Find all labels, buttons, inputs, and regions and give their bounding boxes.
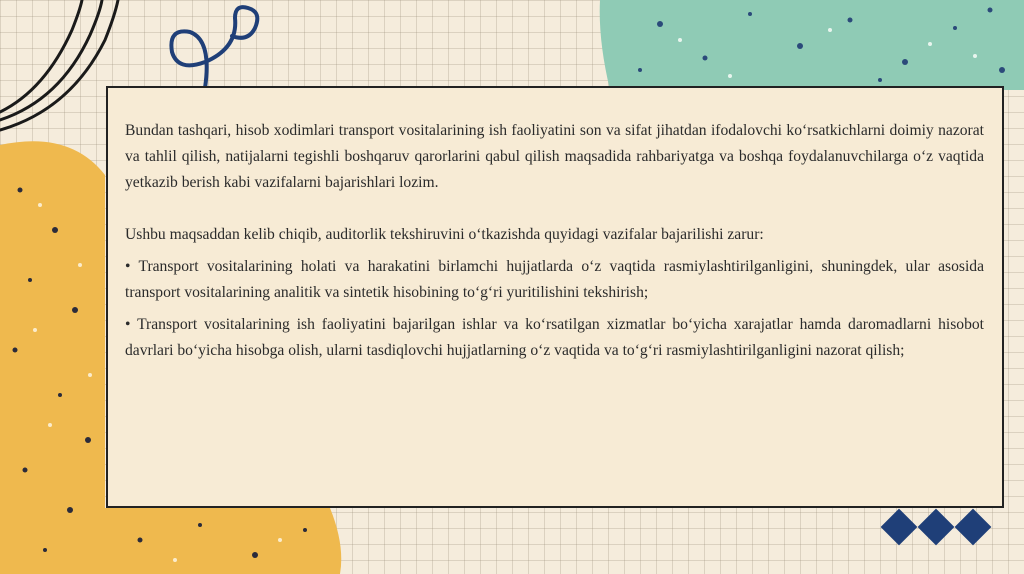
bullet-item-1: • Transport vositalarining holati va harakatini birlamchi hujjatlarda o‘z vaqtida rasmiylashtirilganligini, shuningdek, ular asosida transport vositalarining analitik va sintetik hisobining to‘g‘ri yuritilishini tekshirish;	[125, 258, 984, 301]
content-text-box	[106, 86, 1004, 508]
black-swirl-lines	[0, 0, 118, 130]
paragraph-tasks-intro: Ushbu maqsaddan kelib chiqib, auditorlik tekshiruvini o‘tkazishda quyidagi vazifalar bajarilishi zarur:	[125, 226, 764, 243]
bullet-item-2: • Transport vositalarining ish faoliyatini bajarilgan ishlar va ko‘rsatilgan xizmatlar bo‘yicha xarajatlar hamda daromadlarni hisobot davrlari bo‘yicha hisobga olish, ularni tasdiqlovchi hujjatlarning o‘z vaqtida va to‘g‘ri rasmiylashtirilganligini nazorat qilish;	[125, 316, 984, 359]
paragraph-intro: Bundan tashqari, hisob xodimlari transport vositalarining ish faoliyatini son va sifat jihatdan ifodalovchi ko‘rsatkichlarni doimiy nazorat va tahlil qilish, natijalarni tegishli boshqaruv qarorlarini qabul qilish maqsadida rahbariyatga va boshqa foydalanuvchilarga o‘z vaqtida yetkazib berish kabi vazifalarni bajarishlari lozim.	[125, 122, 984, 191]
teal-blob	[600, 0, 1024, 90]
navy-squiggle	[171, 7, 257, 88]
navy-diamonds	[881, 509, 992, 546]
